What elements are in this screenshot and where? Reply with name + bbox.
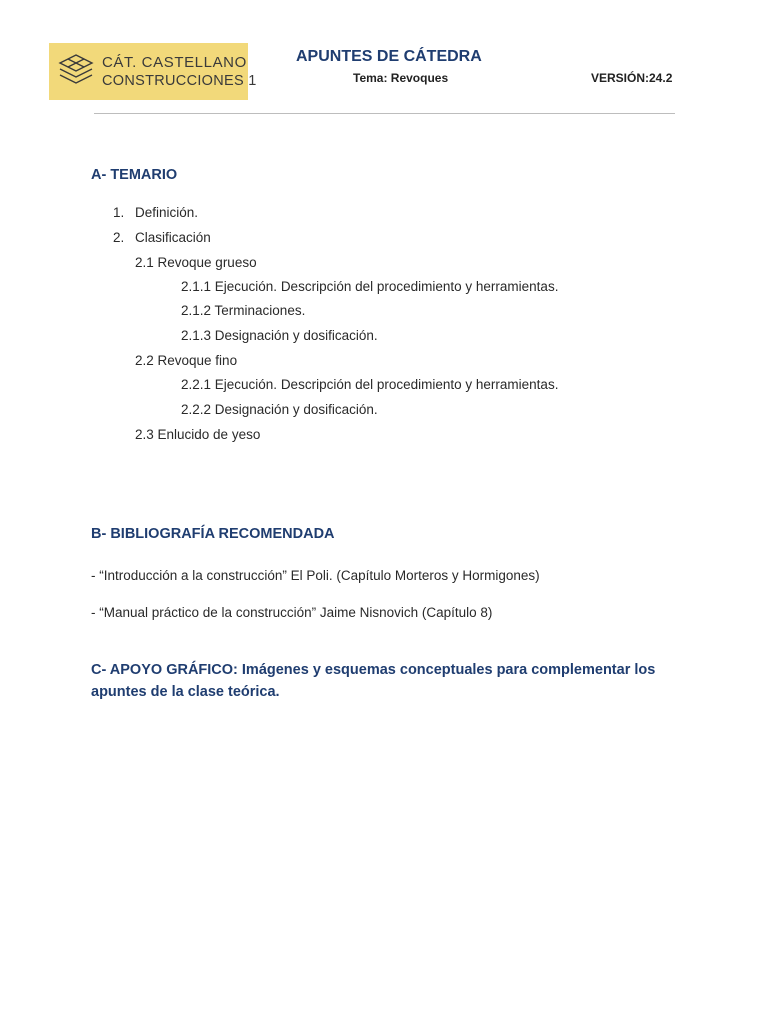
section-a-title: A- TEMARIO	[91, 167, 178, 183]
section-b-title: B- BIBLIOGRAFÍA RECOMENDADA	[91, 526, 335, 542]
toc-subitem: 2.3 Enlucido de yeso	[135, 427, 261, 442]
toc-subsubitem: 2.2.2 Designación y dosificación.	[181, 402, 378, 417]
document-title: APUNTES DE CÁTEDRA	[296, 48, 482, 65]
toc-subitem: 2.2 Revoque fino	[135, 353, 238, 368]
toc-subitem: 2.1 Revoque grueso	[135, 255, 257, 270]
bibliography-item: - “Introducción a la construcción” El Poli. (Capítulo Morteros y Hormigones)	[91, 568, 540, 583]
toc-subsubitem: 2.1.1 Ejecución. Descripción del procedimiento y herramientas.	[181, 279, 559, 294]
toc-subsubitem: 2.2.1 Ejecución. Descripción del procedimiento y herramientas.	[181, 377, 559, 392]
logo-title: CÁT. CASTELLANO	[102, 54, 247, 71]
document-version: VERSIÓN:24.2	[591, 71, 673, 85]
toc-item-number: 1.	[113, 205, 125, 220]
course-logo	[49, 43, 257, 100]
toc-item	[113, 230, 211, 245]
logo-subtitle: CONSTRUCCIONES 1	[102, 73, 257, 89]
toc-item	[113, 205, 198, 220]
toc-item-number: 2.	[113, 230, 125, 245]
document-topic: Tema: Revoques	[353, 71, 449, 85]
toc-subsubitem: 2.1.3 Designación y dosificación.	[181, 328, 378, 343]
bibliography-item: - “Manual práctico de la construcción” Jaime Nisnovich (Capítulo 8)	[91, 605, 493, 620]
toc-subsubitem: 2.1.2 Terminaciones.	[181, 303, 306, 318]
section-c-title: C- APOYO GRÁFICO: Imágenes y esquemas conceptuales para complementar los apuntes de la clase teórica.	[91, 662, 656, 700]
toc-item-text: Definición.	[135, 205, 199, 220]
toc-item-text: Clasificación	[135, 230, 211, 245]
layers-logo-icon	[57, 53, 95, 91]
header-divider	[94, 113, 675, 114]
